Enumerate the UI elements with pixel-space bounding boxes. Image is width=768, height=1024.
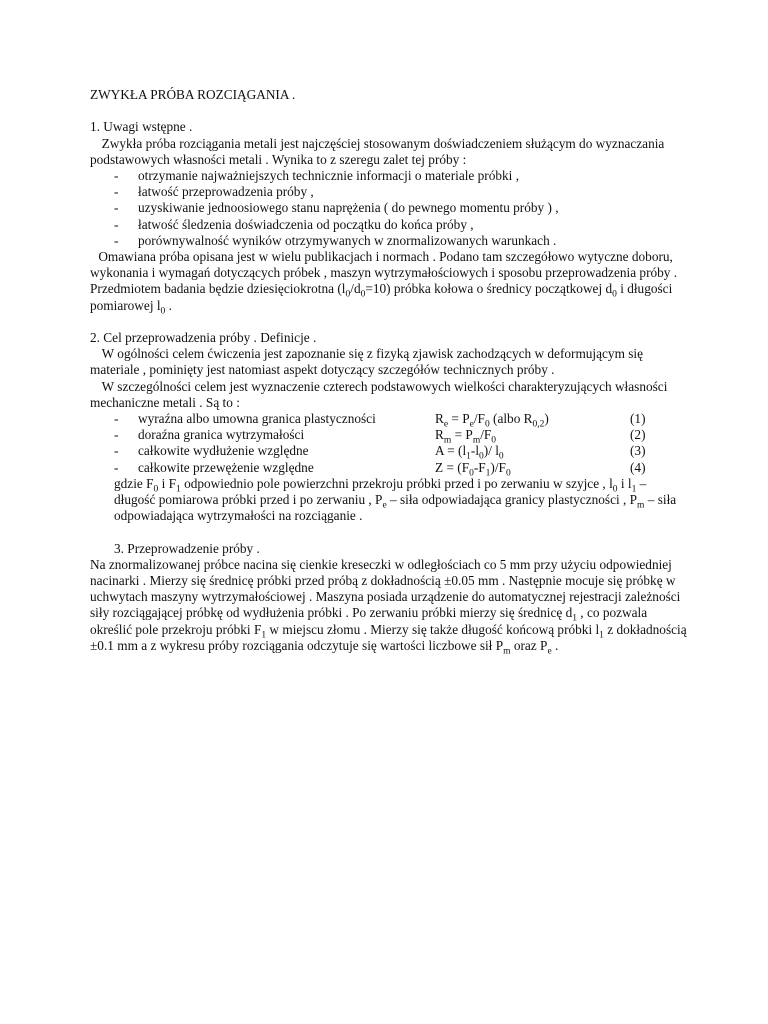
- definition-row: [114, 411, 690, 430]
- subscript: 0: [479, 452, 484, 463]
- text-run: Na znormalizowanej próbce nacina się cienkie kreseczki w odległościach co 5 mm przy użyciu odpowiedniej nacinarki . Mierzy się średnicę próbki przed próbą z dokładnością ±0.05 mm . Następnie mocuje się próbkę w uchwytach maszyny wytrzymałościowej . Maszyna posiada urządzenie do automatycznej rejestracji zależności siły rozciągającej próbkę od wydłużenia próbki . Po zerwaniu próbki mierzy się średnicę d: [90, 556, 681, 621]
- document-page: [90, 87, 690, 657]
- subscript: m: [503, 646, 511, 657]
- subscript: 0: [612, 290, 617, 301]
- text-run: = P: [448, 411, 470, 427]
- subscript: 0: [484, 419, 490, 430]
- subscript: 0: [498, 452, 504, 463]
- subscript: 0: [491, 435, 497, 446]
- bullet-dash: -: [114, 459, 119, 475]
- text-run: =10) próbka kołowa o średnicy początkowej d: [365, 281, 613, 297]
- text-run: .: [165, 297, 172, 313]
- subscript: 1: [261, 630, 267, 641]
- definition-row: [114, 427, 690, 446]
- definition-formula: [435, 443, 630, 463]
- text-run: /F: [480, 427, 492, 443]
- text-run: (albo R: [489, 411, 533, 427]
- subscript: 0: [160, 306, 166, 317]
- list-item-text: łatwość przeprowadzenia próby ,: [138, 184, 314, 200]
- bullet-dash: -: [114, 184, 119, 200]
- subscript: e: [469, 419, 474, 430]
- equation-number: (2): [630, 427, 646, 443]
- text-run: gdzie F: [114, 475, 154, 491]
- text-run: ): [544, 411, 549, 427]
- list-item-text: łatwość śledzenia doświadczenia od początku do końca próby ,: [138, 216, 474, 232]
- section-3-paragraph: [90, 556, 690, 657]
- list-item: [114, 168, 690, 184]
- text-run: W szczególności celem jest wyznaczenie czterech podstawowych wielkości charakteryzujących własności mechaniczne metali . Są to :: [90, 378, 668, 410]
- text-run: .: [551, 637, 559, 653]
- text-run: i l: [617, 475, 632, 491]
- definition-formula: [435, 459, 630, 479]
- list-item: [114, 200, 690, 216]
- text-run: )/F: [490, 459, 506, 475]
- list-item-text: uzyskiwanie jednoosiowego stanu naprężenia ( do pewnego momentu próby ) ,: [138, 200, 559, 216]
- subscript: m: [472, 435, 481, 446]
- subscript: 1: [466, 452, 471, 463]
- subscript: 0: [469, 468, 474, 479]
- definition-formula: [435, 411, 630, 430]
- text-run: R: [435, 427, 444, 443]
- list-item-text: otrzymanie najważniejszych technicznie informacji o materiale próbki ,: [138, 168, 520, 183]
- subscript: 1: [631, 484, 637, 495]
- text-run: – siła odpowiadająca wytrzymałości na rozciąganie .: [114, 492, 677, 524]
- bullet-dash: -: [114, 216, 119, 232]
- subscript: e: [382, 500, 387, 511]
- text-run: i długości pomiarowej l: [90, 281, 673, 313]
- text-run: -F: [473, 459, 486, 475]
- bullet-dash: -: [114, 232, 119, 248]
- definitions-list: [90, 411, 690, 479]
- section-3-heading: 3. Przeprowadzenie próby .: [114, 540, 260, 556]
- definitions-note: [114, 476, 690, 525]
- document-title: ZWYKŁA PRÓBA ROZCIĄGANIA .: [90, 87, 296, 102]
- text-run: odpowiednio pole powierzchni przekroju próbki przed i po zerwaniu w szyjce , l: [180, 475, 613, 491]
- bullet-dash: -: [114, 200, 119, 216]
- text-run: Omawiana próba opisana jest w wielu publikacjach i normach . Podano tam szczegółowo wytyczne doboru, wykonania i wymagań dotyczących próbek , maszyn wytrzymałościowych i sposobu przeprowadzenia próby . Przedmiotem badania będzie dziesięciokrotna (l: [90, 249, 678, 297]
- definition-formula: [435, 427, 630, 446]
- list-item: [114, 233, 690, 249]
- subscript: 0: [360, 290, 366, 301]
- subscript: 1: [176, 484, 181, 495]
- definition-label: wyraźna albo umowna granica plastyczności: [138, 411, 376, 427]
- text-run: = P: [451, 427, 473, 443]
- subscript: 0: [612, 484, 618, 495]
- text-run: W ogólności celem ćwiczenia jest zapoznanie się z fizyką zjawisk zachodzących w deformującym się materiale , pominięty jest natomiast aspekt dotyczący szczegółów technicznych próby .: [90, 346, 644, 378]
- text-run: i F: [158, 475, 177, 491]
- section-1-intro: [90, 136, 690, 168]
- subscript: 1: [572, 614, 577, 625]
- list-item: [114, 217, 690, 233]
- text-run: – długość pomiarowa próbki przed i po zerwaniu , P: [114, 475, 647, 508]
- text-run: , co pozwala określić pole przekroju próbki F: [90, 605, 648, 637]
- subscript: 0: [153, 484, 159, 495]
- section-2-paragraph-2: [90, 379, 690, 411]
- text-run: /F: [473, 411, 485, 427]
- text-run: A = (l: [435, 443, 467, 459]
- text-run: oraz P: [510, 637, 548, 653]
- subscript: e: [547, 646, 552, 657]
- subscript: e: [443, 419, 449, 430]
- list-item: [114, 184, 690, 200]
- definition-label: całkowite wydłużenie względne: [138, 443, 309, 459]
- text-run: – siła odpowiadająca granicy plastyczności , P: [386, 492, 638, 508]
- text-run: /d: [350, 281, 361, 297]
- definition-label: doraźna granica wytrzymałości: [138, 427, 305, 443]
- section-1-intro-text: Zwykła próba rozciągania metali jest najczęściej stosowanym doświadczeniem służącym do wyznaczania podstawowych własności metali . Wynika to z szeregu zalet tej próby :: [90, 135, 665, 167]
- text-run: -l: [470, 443, 480, 459]
- subscript: m: [443, 435, 452, 446]
- text-run: )/ l: [483, 443, 499, 459]
- subscript: 0,2: [532, 419, 545, 430]
- text-run: Z = (F: [435, 459, 470, 475]
- subscript: 0: [345, 290, 351, 301]
- advantages-list: [114, 168, 690, 249]
- subscript: m: [637, 500, 645, 511]
- text-run: R: [435, 411, 444, 427]
- equation-number: (1): [630, 411, 646, 427]
- definition-label: całkowite przewężenie względne: [138, 459, 314, 475]
- section-1-heading: 1. Uwagi wstępne .: [90, 119, 193, 135]
- text-run: z dokładnością ±0.1 mm a z wykresu próby rozciągania odczytuje się wartości liczbowe sił P: [90, 621, 687, 653]
- equation-number: (4): [630, 459, 646, 475]
- bullet-dash: -: [114, 168, 119, 183]
- list-item-text: porównywalność wyników otrzymywanych w znormalizowanych warunkach .: [138, 232, 557, 248]
- bullet-dash: -: [114, 427, 119, 443]
- subscript: 1: [485, 468, 491, 479]
- section-1-paragraph-2: [90, 249, 690, 317]
- section-2-paragraph-1: [90, 346, 690, 378]
- text-run: w miejscu złomu . Mierzy się także długość końcową próbki l: [266, 621, 600, 637]
- section-2-heading: 2. Cel przeprowadzenia próby . Definicje .: [90, 330, 317, 346]
- subscript: 0: [505, 468, 511, 479]
- definition-row: [114, 459, 690, 479]
- bullet-dash: -: [114, 411, 119, 427]
- subscript: 1: [599, 630, 604, 641]
- definition-row: [114, 443, 690, 463]
- equation-number: (3): [630, 443, 646, 459]
- bullet-dash: -: [114, 443, 119, 459]
